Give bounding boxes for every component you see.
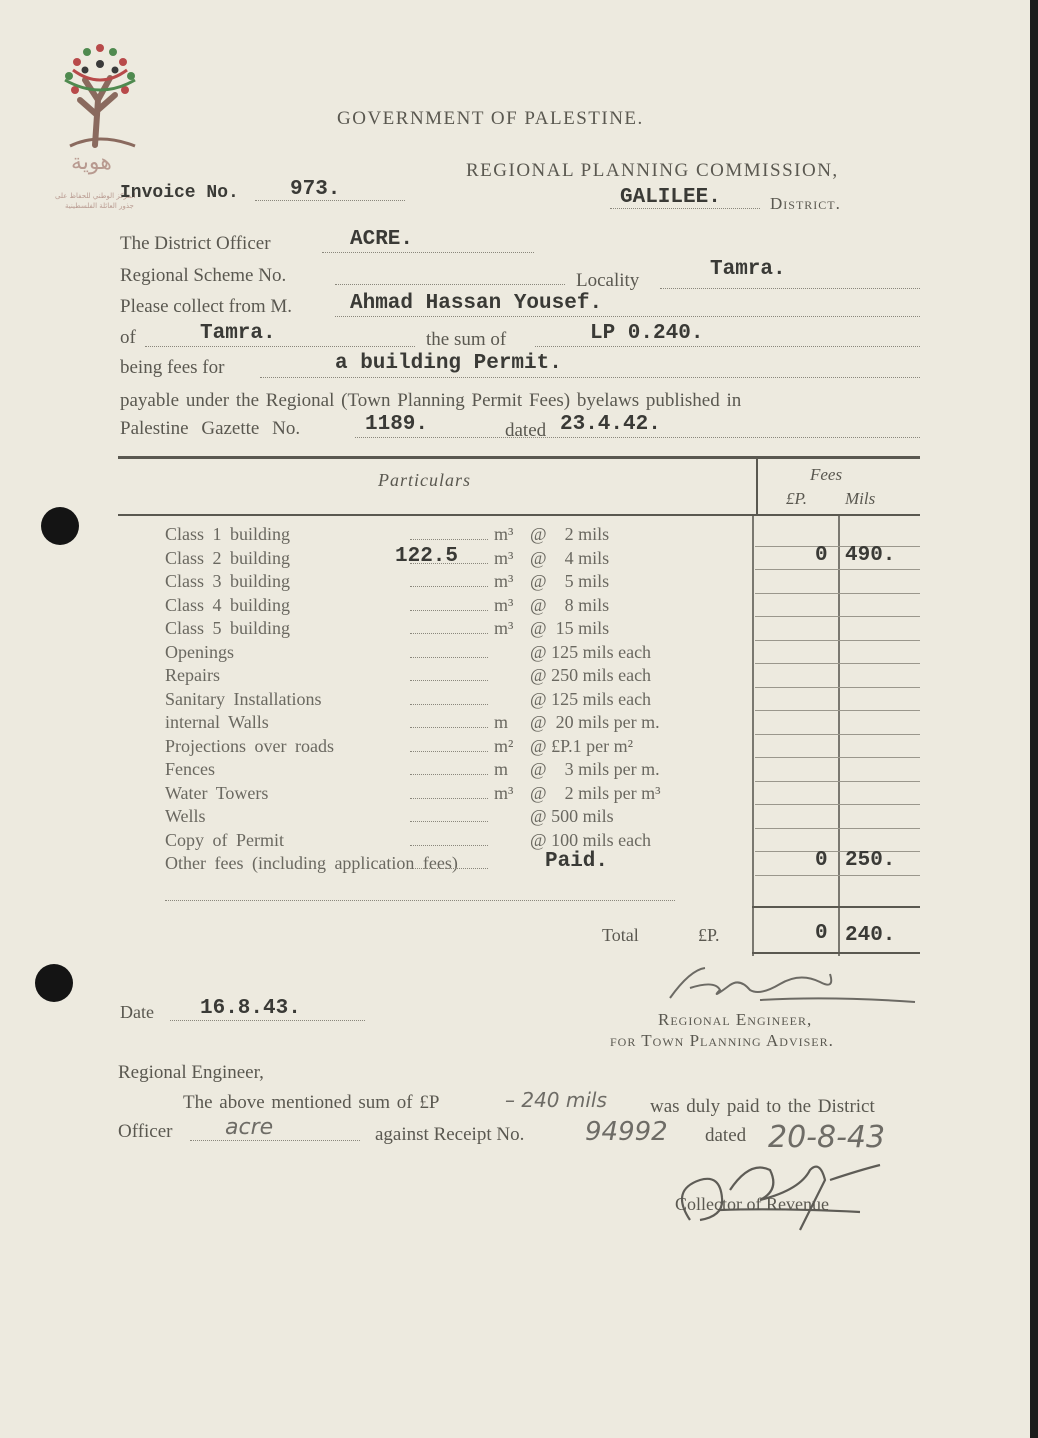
row-rate: @ 2 mils per m³: [530, 782, 661, 803]
row-rate: @ 5 mils: [530, 571, 610, 591]
fees-for-value: a building Permit.: [335, 352, 562, 375]
total-mils: 240.: [845, 924, 896, 947]
table-row: [0, 783, 1000, 807]
logo-text: هوية: [71, 150, 112, 175]
district-officer-value: ACRE.: [350, 228, 414, 251]
invoice-label: Invoice No.: [120, 183, 239, 203]
sum-label: the sum of: [426, 329, 507, 350]
row-label: Repairs: [165, 665, 220, 685]
punch-hole-top: [41, 507, 79, 545]
receipt-dated-label: dated: [705, 1125, 747, 1146]
locality-value: Tamra.: [710, 258, 786, 281]
table-row: [0, 712, 1000, 736]
row-rate: @ 500 mils: [530, 806, 614, 826]
collector-title: Collector of Revenue: [675, 1194, 829, 1214]
officer-value: acre: [225, 1115, 274, 1140]
row-fee-lp: 0: [815, 849, 828, 872]
addressee: Regional Engineer,: [118, 1062, 264, 1083]
row-label: Openings: [165, 641, 234, 662]
gazette-value: 1189.: [365, 413, 429, 436]
row-label: Class 4 building: [165, 594, 291, 615]
row-unit: m³: [494, 571, 514, 591]
of-value: Tamra.: [200, 322, 276, 345]
scheme-label: Regional Scheme No.: [120, 265, 287, 286]
fees-for-label: being fees for: [120, 357, 225, 378]
table-row: [0, 759, 1000, 783]
row-unit: m³: [494, 594, 514, 615]
table-row: [0, 665, 1000, 689]
row-rate: @ 100 mils each: [530, 829, 652, 850]
row-rate: @ 2 mils: [530, 524, 610, 544]
mils-header: Mils: [845, 489, 876, 508]
receipt-line-b: was duly paid to the District: [650, 1096, 875, 1117]
payable-text: payable under the Regional (Town Planning Permit Fees) byelaws published in: [120, 390, 742, 411]
total-unit: £P.: [698, 925, 720, 945]
dated-label: dated: [505, 420, 547, 441]
row-unit: m²: [494, 735, 514, 756]
row-rate: @ £P.1 per m²: [530, 735, 633, 756]
row-fee-mils: 490.: [845, 543, 896, 567]
row-rate: @ 20 mils per m.: [530, 712, 660, 732]
document-title: GOVERNMENT OF PALESTINE.: [337, 108, 644, 129]
regional-engineer-signature: [660, 960, 920, 1010]
date-label: Date: [120, 1002, 154, 1022]
row-rate: @ 8 mils: [530, 594, 610, 615]
invoice-number: 973.: [290, 178, 341, 201]
row-rate: @ 4 mils: [530, 547, 610, 568]
commission-title: REGIONAL PLANNING COMMISSION,: [466, 160, 839, 181]
logo-subtitle-2: جذور العائلة الفلسطينية: [65, 202, 134, 210]
row-rate: @ 3 mils per m.: [530, 759, 660, 779]
fees-header: Fees: [810, 465, 843, 484]
row-label: Water Towers: [165, 782, 269, 803]
receipt-label: against Receipt No.: [375, 1124, 525, 1145]
row-label: internal Walls: [165, 712, 269, 732]
table-row: [0, 618, 1000, 642]
row-unit: m: [494, 759, 509, 779]
table-row: [0, 571, 1000, 595]
row-label: Sanitary Installations: [165, 688, 322, 709]
row-rate: @ 125 mils each: [530, 688, 652, 709]
receipt-sum: – 240 mils: [505, 1088, 607, 1112]
officer-label: Officer: [118, 1121, 173, 1142]
total-label: Total: [602, 925, 639, 945]
punch-hole-bottom: [35, 964, 73, 1002]
row-label: Projections over roads: [165, 735, 334, 756]
row-label: Class 2 building: [165, 547, 291, 568]
table-row: [0, 689, 1000, 713]
engineer-title: Regional Engineer,: [658, 1010, 813, 1029]
row-label: Class 5 building: [165, 618, 291, 638]
row-rate: @ 15 mils: [530, 618, 610, 638]
locality-label: Locality: [576, 270, 640, 291]
row-label: Class 3 building: [165, 571, 291, 591]
row-label: Class 1 building: [165, 524, 291, 544]
receipt-number: 94992: [585, 1117, 668, 1147]
row-unit: m: [494, 712, 509, 732]
table-row: [0, 736, 1000, 760]
date-value: 16.8.43.: [200, 997, 301, 1020]
table-row: [0, 806, 1000, 830]
table-header-rule: [118, 514, 920, 516]
engineer-for: for Town Planning Adviser.: [610, 1031, 834, 1050]
sum-value: LP 0.240.: [590, 322, 704, 345]
district-label: District.: [770, 194, 841, 213]
receipt-date: 20-8-43: [768, 1120, 886, 1155]
total-lp: 0: [815, 922, 828, 945]
row-quantity: Paid.: [545, 850, 609, 873]
row-label: Other fees (including application fees): [165, 853, 458, 873]
row-rate: @ 250 mils each: [530, 665, 652, 685]
row-unit: m³: [494, 524, 514, 544]
row-label: Copy of Permit: [165, 829, 284, 850]
row-fee-lp: 0: [815, 543, 828, 567]
row-unit: m³: [494, 618, 514, 638]
of-label: of: [120, 327, 136, 348]
district-value: GALILEE.: [620, 186, 721, 209]
dated-value: 23.4.42.: [560, 413, 661, 436]
receipt-line-a: The above mentioned sum of £P: [183, 1092, 440, 1113]
particulars-header: Particulars: [378, 470, 472, 490]
collect-value: Ahmad Hassan Yousef.: [350, 292, 603, 315]
row-unit: m³: [494, 547, 514, 568]
row-fee-mils: 250.: [845, 849, 896, 872]
family-tree-icon: [55, 40, 145, 150]
logo-subtitle-1: المركز الوطني للحفاظ على: [55, 192, 136, 200]
row-rate: @ 125 mils each: [530, 641, 652, 662]
collect-label: Please collect from M.: [120, 296, 293, 317]
lp-header: £P.: [786, 489, 807, 508]
row-label: Fences: [165, 759, 215, 779]
table-top-rule: [118, 456, 920, 459]
gazette-label: Palestine Gazette No.: [120, 418, 301, 439]
district-officer-label: The District Officer: [120, 233, 271, 254]
table-row: [0, 849, 1000, 877]
table-row: [0, 595, 1000, 619]
table-row: [0, 543, 1000, 572]
row-label: Wells: [165, 806, 206, 826]
row-unit: m³: [494, 782, 514, 803]
table-row: [0, 642, 1000, 666]
scan-edge: [1030, 0, 1038, 1438]
row-quantity: 122.5: [395, 544, 459, 568]
